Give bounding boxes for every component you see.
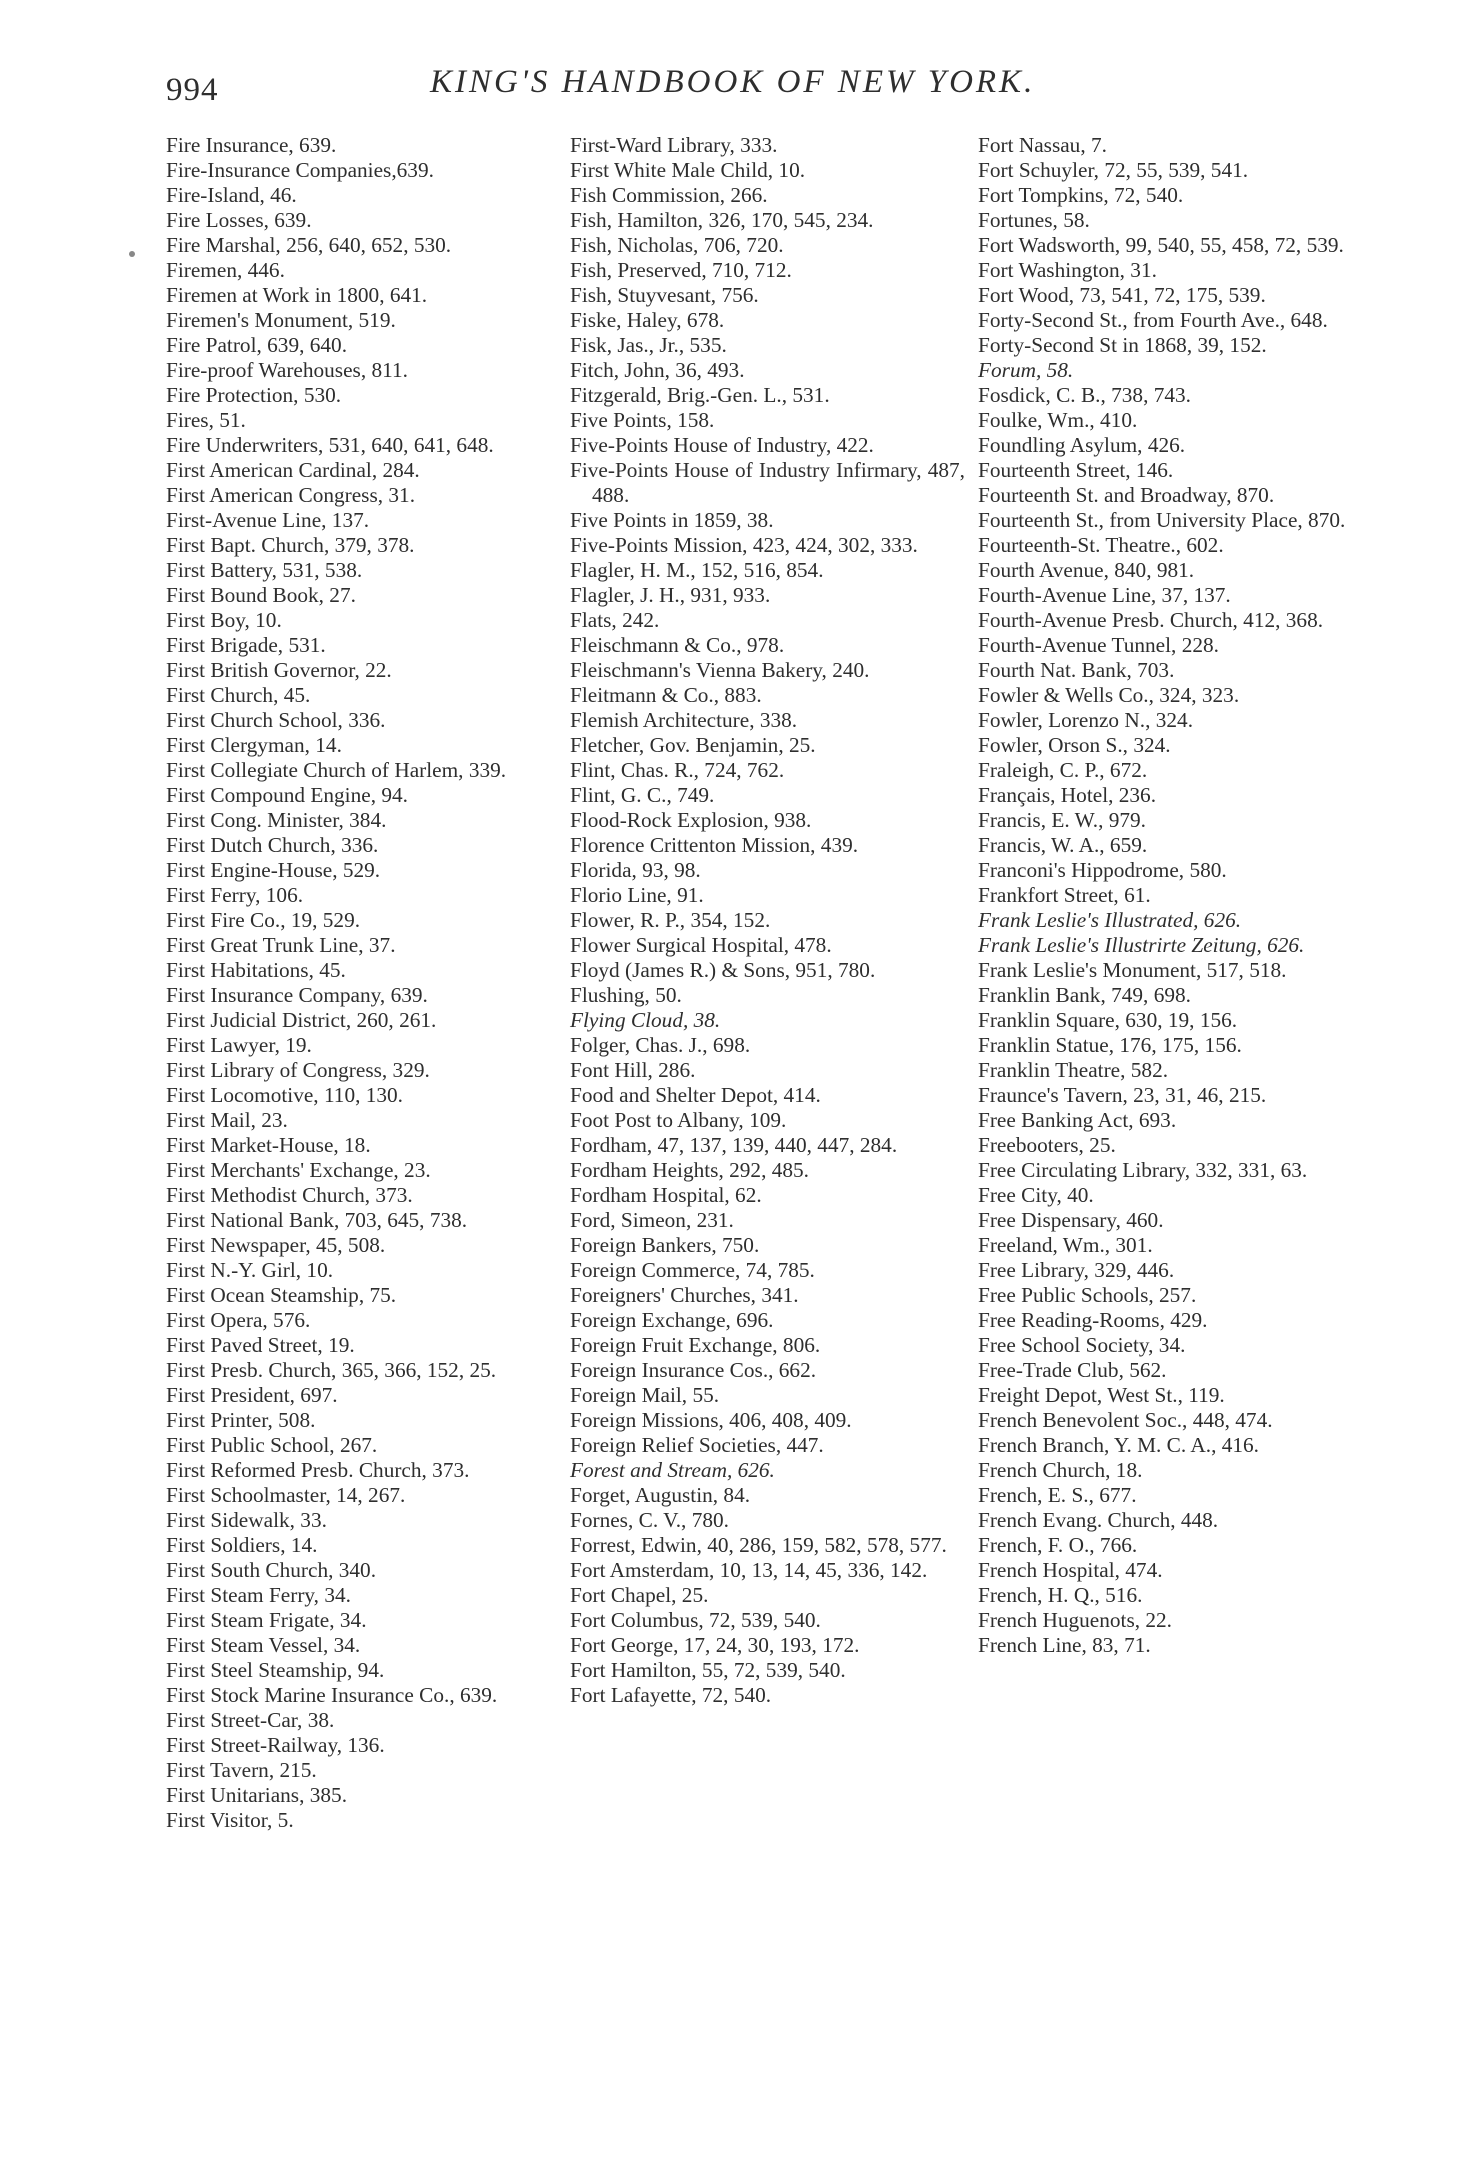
index-entry: First Street-Railway, 136. xyxy=(166,1733,385,1757)
index-entry: Fourteenth Street, 146. xyxy=(978,458,1174,482)
index-entry: Fitzgerald, Brig.-Gen. L., 531. xyxy=(570,383,830,407)
index-entry: First Soldiers, 14. xyxy=(166,1533,318,1557)
index-entry: Français, Hotel, 236. xyxy=(978,783,1157,807)
index-entry: Foundling Asylum, 426. xyxy=(978,433,1186,457)
index-entry: Fowler, Lorenzo N., 324. xyxy=(978,708,1194,732)
index-entry: Foreign Insurance Cos., 662. xyxy=(570,1358,817,1382)
index-entry: First Ferry, 106. xyxy=(166,883,304,907)
index-entry: Forty-Second St., from Fourth Ave., 648. xyxy=(978,308,1328,332)
index-entry: Fourth Avenue, 840, 981. xyxy=(978,558,1195,582)
index-entry: Fortunes, 58. xyxy=(978,208,1090,232)
index-entry: First Sidewalk, 33. xyxy=(166,1508,327,1532)
index-entry: Foot Post to Albany, 109. xyxy=(570,1108,787,1132)
index-entry: Fire-Insurance Companies,639. xyxy=(166,158,434,182)
index-entry: Flower, R. P., 354, 152. xyxy=(570,908,771,932)
index-entry: French, E. S., 677. xyxy=(978,1483,1137,1507)
index-entry: Foreign Mail, 55. xyxy=(570,1383,720,1407)
index-entry: French Line, 83, 71. xyxy=(978,1633,1151,1657)
index-entry: Fish Commission, 266. xyxy=(570,183,768,207)
margin-spot xyxy=(129,251,135,257)
index-entry: Flemish Architecture, 338. xyxy=(570,708,798,732)
index-entry: First Clergyman, 14. xyxy=(166,733,342,757)
index-entry: Fraleigh, C. P., 672. xyxy=(978,758,1148,782)
index-entry: Forty-Second St in 1868, 39, 152. xyxy=(978,333,1267,357)
index-entry: Fire Marshal, 256, 640, 652, 530. xyxy=(166,233,452,257)
index-entry: Five-Points House of Industry Infirmary, 487, 488. xyxy=(570,458,965,507)
index-entry: Foreign Missions, 406, 408, 409. xyxy=(570,1408,852,1432)
index-entry: French, H. Q., 516. xyxy=(978,1583,1143,1607)
index-entry: Free Library, 329, 446. xyxy=(978,1258,1175,1282)
index-entry: Francis, E. W., 979. xyxy=(978,808,1147,832)
index-entry: Firemen, 446. xyxy=(166,258,285,282)
index-entry: Five-Points Mission, 423, 424, 302, 333. xyxy=(570,533,918,557)
index-entry: Fourth Nat. Bank, 703. xyxy=(978,658,1175,682)
index-entry: Five-Points House of Industry, 422. xyxy=(570,433,874,457)
index-entry: Free Public Schools, 257. xyxy=(978,1283,1197,1307)
index-entry: Fiske, Haley, 678. xyxy=(570,308,725,332)
index-entry: Free Circulating Library, 332, 331, 63. xyxy=(978,1158,1308,1182)
index-entry: First Mail, 23. xyxy=(166,1108,288,1132)
index-entry: Fleischmann & Co., 978. xyxy=(570,633,785,657)
index-column-1 xyxy=(166,133,560,1833)
index-entry: First Dutch Church, 336. xyxy=(166,833,379,857)
index-column-3 xyxy=(978,133,1378,1658)
running-title: KING'S HANDBOOK OF NEW YORK. xyxy=(430,64,1036,100)
index-entry: Fire Insurance, 639. xyxy=(166,133,337,157)
index-entry: Fourth-Avenue Tunnel, 228. xyxy=(978,633,1219,657)
index-entry: Fourteenth St., from University Place, 870. xyxy=(978,508,1346,532)
index-entry: Free Reading-Rooms, 429. xyxy=(978,1308,1208,1332)
index-entry: Foreign Exchange, 696. xyxy=(570,1308,774,1332)
index-entry: Fleischmann's Vienna Bakery, 240. xyxy=(570,658,870,682)
index-entry: First Battery, 531, 538. xyxy=(166,558,363,582)
index-entry: First Merchants' Exchange, 23. xyxy=(166,1158,431,1182)
index-entry: First Habitations, 45. xyxy=(166,958,346,982)
index-entry: First American Congress, 31. xyxy=(166,483,416,507)
index-entry: First Steam Ferry, 34. xyxy=(166,1583,351,1607)
index-entry: Fish, Preserved, 710, 712. xyxy=(570,258,792,282)
index-entry: First Presb. Church, 365, 366, 152, 25. xyxy=(166,1358,497,1382)
index-entry: Franklin Bank, 749, 698. xyxy=(978,983,1191,1007)
index-entry: Fourth-Avenue Presb. Church, 412, 368. xyxy=(978,608,1324,632)
index-entry: Fort Columbus, 72, 539, 540. xyxy=(570,1608,821,1632)
index-entry: First Tavern, 215. xyxy=(166,1758,317,1782)
index-entry: Fish, Stuyvesant, 756. xyxy=(570,283,759,307)
index-entry: Fort Wadsworth, 99, 540, 55, 458, 72, 539. xyxy=(978,233,1344,257)
index-entry: Fort George, 17, 24, 30, 193, 172. xyxy=(570,1633,860,1657)
index-entry: Fire-Island, 46. xyxy=(166,183,297,207)
index-entry: Fleitmann & Co., 883. xyxy=(570,683,762,707)
index-entry: Franklin Theatre, 582. xyxy=(978,1058,1169,1082)
index-entry: Francis, W. A., 659. xyxy=(978,833,1148,857)
index-entry: Freeland, Wm., 301. xyxy=(978,1233,1153,1257)
index-entry: Fosdick, C. B., 738, 743. xyxy=(978,383,1191,407)
index-entry: First British Governor, 22. xyxy=(166,658,392,682)
index-entry: Fort Amsterdam, 10, 13, 14, 45, 336, 142. xyxy=(570,1558,928,1582)
index-entry: Florence Crittenton Mission, 439. xyxy=(570,833,859,857)
index-entry: Flower Surgical Hospital, 478. xyxy=(570,933,832,957)
index-entry: First President, 697. xyxy=(166,1383,338,1407)
index-entry: First Reformed Presb. Church, 373. xyxy=(166,1458,470,1482)
index-entry: Frank Leslie's Illustrated, 626. xyxy=(978,908,1242,932)
index-entry: Fort Washington, 31. xyxy=(978,258,1157,282)
index-entry: Fire Protection, 530. xyxy=(166,383,342,407)
index-entry: First Locomotive, 110, 130. xyxy=(166,1083,404,1107)
index-entry: French Hospital, 474. xyxy=(978,1558,1163,1582)
index-entry: Fourth-Avenue Line, 37, 137. xyxy=(978,583,1231,607)
index-entry: Forum, 58. xyxy=(978,358,1074,382)
index-entry: French Benevolent Soc., 448, 474. xyxy=(978,1408,1273,1432)
index-entry: Frank Leslie's Illustrirte Zeitung, 626. xyxy=(978,933,1305,957)
index-entry: Foreign Relief Societies, 447. xyxy=(570,1433,824,1457)
index-entry: Free Banking Act, 693. xyxy=(978,1108,1177,1132)
index-entry: Forrest, Edwin, 40, 286, 159, 582, 578, 577. xyxy=(570,1533,947,1557)
index-entry: French, F. O., 766. xyxy=(978,1533,1138,1557)
index-entry: Frank Leslie's Monument, 517, 518. xyxy=(978,958,1287,982)
index-entry: First Opera, 576. xyxy=(166,1308,311,1332)
index-entry: Fourteenth-St. Theatre., 602. xyxy=(978,533,1224,557)
index-entry: Fitch, John, 36, 493. xyxy=(570,358,745,382)
index-entry: Fletcher, Gov. Benjamin, 25. xyxy=(570,733,816,757)
index-entry: Fornes, C. V., 780. xyxy=(570,1508,729,1532)
index-entry: First Church School, 336. xyxy=(166,708,386,732)
index-entry: Flood-Rock Explosion, 938. xyxy=(570,808,812,832)
index-entry: Franklin Square, 630, 19, 156. xyxy=(978,1008,1238,1032)
index-entry: First Compound Engine, 94. xyxy=(166,783,408,807)
index-entry: First Lawyer, 19. xyxy=(166,1033,312,1057)
index-entry: First Boy, 10. xyxy=(166,608,282,632)
index-entry: Franklin Statue, 176, 175, 156. xyxy=(978,1033,1242,1057)
index-entry: First White Male Child, 10. xyxy=(570,158,806,182)
index-entry: Fraunce's Tavern, 23, 31, 46, 215. xyxy=(978,1083,1267,1107)
index-entry: First Bound Book, 27. xyxy=(166,583,356,607)
index-entry: Foreign Bankers, 750. xyxy=(570,1233,760,1257)
index-entry: Fish, Hamilton, 326, 170, 545, 234. xyxy=(570,208,874,232)
index-entry: Foreign Fruit Exchange, 806. xyxy=(570,1333,821,1357)
index-entry: Fordham Hospital, 62. xyxy=(570,1183,762,1207)
index-entry: Fordham Heights, 292, 485. xyxy=(570,1158,809,1182)
index-entry: First Paved Street, 19. xyxy=(166,1333,355,1357)
index-entry: First Cong. Minister, 384. xyxy=(166,808,387,832)
index-entry: Fort Chapel, 25. xyxy=(570,1583,709,1607)
index-entry: Forest and Stream, 626. xyxy=(570,1458,775,1482)
index-entry: First Insurance Company, 639. xyxy=(166,983,428,1007)
index-entry: Firemen at Work in 1800, 641. xyxy=(166,283,428,307)
index-entry: Food and Shelter Depot, 414. xyxy=(570,1083,821,1107)
index-entry: Fire Patrol, 639, 640. xyxy=(166,333,348,357)
index-entry: French Church, 18. xyxy=(978,1458,1143,1482)
index-entry: Fort Wood, 73, 541, 72, 175, 539. xyxy=(978,283,1266,307)
index-entry: Flying Cloud, 38. xyxy=(570,1008,721,1032)
index-entry: Fourteenth St. and Broadway, 870. xyxy=(978,483,1275,507)
index-entry: Flats, 242. xyxy=(570,608,660,632)
index-entry: First Bapt. Church, 379, 378. xyxy=(166,533,415,557)
index-entry: First Church, 45. xyxy=(166,683,311,707)
index-entry: French Branch, Y. M. C. A., 416. xyxy=(978,1433,1259,1457)
index-entry: First Judicial District, 260, 261. xyxy=(166,1008,437,1032)
index-entry: Free Dispensary, 460. xyxy=(978,1208,1164,1232)
index-entry: First Collegiate Church of Harlem, 339. xyxy=(166,758,507,782)
index-column-2 xyxy=(570,133,965,1708)
index-entry: Five Points, 158. xyxy=(570,408,715,432)
index-entry: First-Ward Library, 333. xyxy=(570,133,778,157)
index-entry: Fire-proof Warehouses, 811. xyxy=(166,358,408,382)
index-entry: Florio Line, 91. xyxy=(570,883,704,907)
index-entry: First Stock Marine Insurance Co., 639. xyxy=(166,1683,498,1707)
index-entry: Ford, Simeon, 231. xyxy=(570,1208,734,1232)
index-entry: First Market-House, 18. xyxy=(166,1133,371,1157)
index-entry: Fort Nassau, 7. xyxy=(978,133,1107,157)
index-entry: First National Bank, 703, 645, 738. xyxy=(166,1208,468,1232)
index-entry: Fire Underwriters, 531, 640, 641, 648. xyxy=(166,433,494,457)
index-entry: First Engine-House, 529. xyxy=(166,858,381,882)
index-entry: First South Church, 340. xyxy=(166,1558,377,1582)
index-entry: Floyd (James R.) & Sons, 951, 780. xyxy=(570,958,876,982)
index-entry: Fort Schuyler, 72, 55, 539, 541. xyxy=(978,158,1249,182)
index-entry: First Library of Congress, 329. xyxy=(166,1058,430,1082)
index-entry: Foreign Commerce, 74, 785. xyxy=(570,1258,815,1282)
index-entry: Fort Lafayette, 72, 540. xyxy=(570,1683,772,1707)
index-entry: Fisk, Jas., Jr., 535. xyxy=(570,333,727,357)
index-entry: Five Points in 1859, 38. xyxy=(570,508,774,532)
index-entry: First Street-Car, 38. xyxy=(166,1708,335,1732)
index-entry: Freight Depot, West St., 119. xyxy=(978,1383,1225,1407)
index-entry: Free City, 40. xyxy=(978,1183,1094,1207)
index-entry: Firemen's Monument, 519. xyxy=(166,308,396,332)
index-entry: First Great Trunk Line, 37. xyxy=(166,933,396,957)
page-number: 994 xyxy=(166,72,219,108)
index-entry: Fire Losses, 639. xyxy=(166,208,312,232)
index-entry: First Methodist Church, 373. xyxy=(166,1183,413,1207)
index-entry: Franconi's Hippodrome, 580. xyxy=(978,858,1227,882)
index-entry: First Steam Frigate, 34. xyxy=(166,1608,367,1632)
index-entry: First Brigade, 531. xyxy=(166,633,326,657)
index-entry: Flagler, J. H., 931, 933. xyxy=(570,583,771,607)
index-entry: Free-Trade Club, 562. xyxy=(978,1358,1167,1382)
index-entry: First-Avenue Line, 137. xyxy=(166,508,370,532)
index-entry: Foreigners' Churches, 341. xyxy=(570,1283,799,1307)
index-entry: Fowler, Orson S., 324. xyxy=(978,733,1171,757)
index-entry: First Unitarians, 385. xyxy=(166,1783,348,1807)
index-entry: Foulke, Wm., 410. xyxy=(978,408,1138,432)
index-entry: French Huguenots, 22. xyxy=(978,1608,1173,1632)
index-entry: First Fire Co., 19, 529. xyxy=(166,908,361,932)
index-entry: First Steel Steamship, 94. xyxy=(166,1658,385,1682)
index-entry: Folger, Chas. J., 698. xyxy=(570,1033,751,1057)
index-entry: Florida, 93, 98. xyxy=(570,858,701,882)
index-entry: Fish, Nicholas, 706, 720. xyxy=(570,233,784,257)
index-entry: First Newspaper, 45, 508. xyxy=(166,1233,386,1257)
index-entry: First Steam Vessel, 34. xyxy=(166,1633,361,1657)
index-entry: Flint, Chas. R., 724, 762. xyxy=(570,758,785,782)
index-entry: Free School Society, 34. xyxy=(978,1333,1186,1357)
index-entry: First Public School, 267. xyxy=(166,1433,378,1457)
index-entry: First Visitor, 5. xyxy=(166,1808,294,1832)
index-entry: Font Hill, 286. xyxy=(570,1058,696,1082)
index-entry: Freebooters, 25. xyxy=(978,1133,1116,1157)
index-entry: Fort Tompkins, 72, 540. xyxy=(978,183,1184,207)
index-entry: First Printer, 508. xyxy=(166,1408,316,1432)
index-entry: First Schoolmaster, 14, 267. xyxy=(166,1483,406,1507)
index-entry: Fort Hamilton, 55, 72, 539, 540. xyxy=(570,1658,846,1682)
index-entry: Fires, 51. xyxy=(166,408,246,432)
index-entry: First American Cardinal, 284. xyxy=(166,458,420,482)
index-entry: Frankfort Street, 61. xyxy=(978,883,1151,907)
index-entry: French Evang. Church, 448. xyxy=(978,1508,1219,1532)
index-entry: Flint, G. C., 749. xyxy=(570,783,715,807)
index-entry: First Ocean Steamship, 75. xyxy=(166,1283,397,1307)
index-entry: Fordham, 47, 137, 139, 440, 447, 284. xyxy=(570,1133,898,1157)
index-entry: Flushing, 50. xyxy=(570,983,682,1007)
index-entry: Flagler, H. M., 152, 516, 854. xyxy=(570,558,824,582)
index-entry: Forget, Augustin, 84. xyxy=(570,1483,751,1507)
index-entry: First N.-Y. Girl, 10. xyxy=(166,1258,334,1282)
index-entry: Fowler & Wells Co., 324, 323. xyxy=(978,683,1240,707)
